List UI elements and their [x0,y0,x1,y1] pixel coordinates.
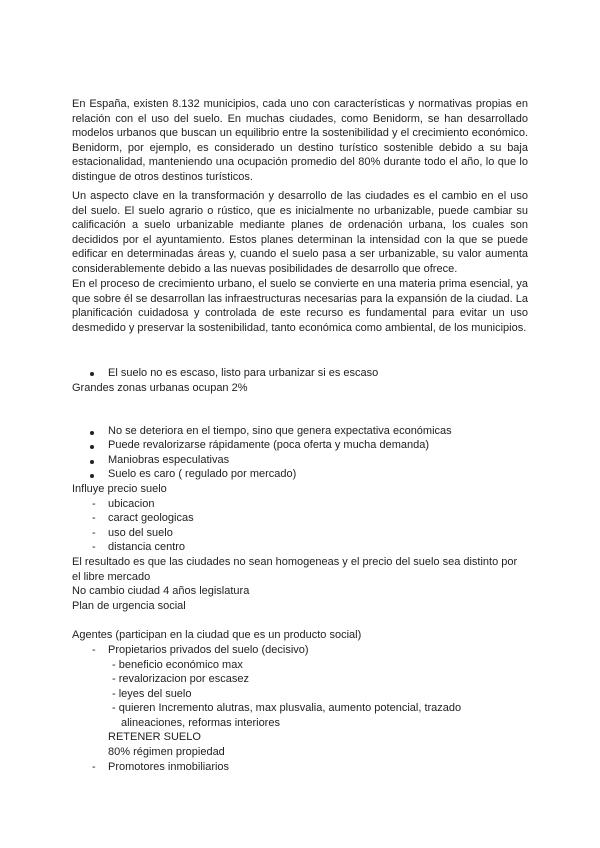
dash-marker: - [92,498,96,510]
note-line: Influye precio suelo [72,483,167,495]
dash-item: ubicacion [108,498,155,510]
bullet-dot [90,431,94,435]
sub-item: - leyes del suelo [112,688,192,700]
note-line: Agentes (participan en la ciudad que es un producto social) [72,629,362,641]
sub-item: - revalorizacion por escasez [112,673,249,685]
dash-marker: - [92,541,96,553]
note-line: Plan de urgencia social [72,600,186,612]
bullet-dot [90,445,94,449]
bullet-item: No se deteriora en el tiempo, sino que genera expectativa económicas [108,425,452,437]
sub-item: alineaciones, reformas interiores [121,717,280,729]
paragraph-land-use: Un aspecto clave en la transformación y desarrollo de las ciudades es el cambio en el uso del suelo. El suelo agrario o rústico, que es inicialmente no urbanizable, puede cambiar su calificación a suelo urbanizable mediante planes de ordenación urbana, los cuales son decididos por el ayuntamiento. Estos planes determinan la intensidad con la que se puede edificar en determinadas áreas y, cuando el suelo pasa a ser urbanizable, su valor aumenta considerablemente debido a las nuevas posibilidades de desarrollo que ofrece. [72,190,528,275]
note-line: No cambio ciudad 4 años legislatura [72,585,250,597]
bullet-item: Suelo es caro ( regulado por mercado) [108,468,297,480]
dash-item: caract geologicas [108,512,194,524]
sub-item: - beneficio económico max [112,659,243,671]
paragraph-growth: En el proceso de crecimiento urbano, el suelo se convierte en una materia prima esencial, ya que sobre él se desarrollan las infraestructuras necesarias para la expansión de la ciudad. La planificación cuidadosa y controlada de este recurso es fundamental para evitar un uso desmedido y preservar la sostenibilidad, tanto económica como ambiental, de los municipios. [72,278,528,334]
dash-item: Propietarios privados del suelo (decisivo) [108,644,309,656]
note-line: el libre mercado [72,571,151,583]
bullet-dot [90,460,94,464]
bullet-item: Maniobras especulativas [108,454,230,466]
dash-item: distancia centro [108,541,186,553]
note-line: Grandes zonas urbanas ocupan 2% [72,382,248,394]
note-line: RETENER SUELO [108,731,201,743]
dash-marker: - [92,527,96,539]
dash-item: Promotores inmobiliarios [108,761,230,773]
note-line: 80% régimen propiedad [108,746,225,758]
bullet-dot [90,474,94,478]
dash-item: uso del suelo [108,527,173,539]
bullet-item: Puede revalorizarse rápidamente (poca oferta y mucha demanda) [108,439,430,451]
note-line: El resultado es que las ciudades no sean homogeneas y el precio del suelo sea distinto por [72,556,518,568]
sub-item: - quieren Incremento alutras, max plusvalia, aumento potencial, trazado [112,702,462,714]
bullet-dot [90,372,94,376]
paragraph-intro: En España, existen 8.132 municipios, cada uno con características y normativas propias en relación con el uso del suelo. En muchas ciudades, como Benidorm, se han desarrollado modelos urbanos que buscan un equilibrio entre la sostenibilidad y el crecimiento económico. Benidorm, por ejemplo, es considerado un destino turístico sostenible debido a su baja estacionalidad, manteniendo una ocupación promedio del 80% durante todo el año, lo que lo distingue de otros destinos turísticos. [72,98,528,183]
dash-marker: - [92,512,96,524]
dash-marker: - [92,644,96,656]
dash-marker: - [92,761,96,773]
bullet-item: El suelo no es escaso, listo para urbanizar si es escaso [108,367,379,379]
